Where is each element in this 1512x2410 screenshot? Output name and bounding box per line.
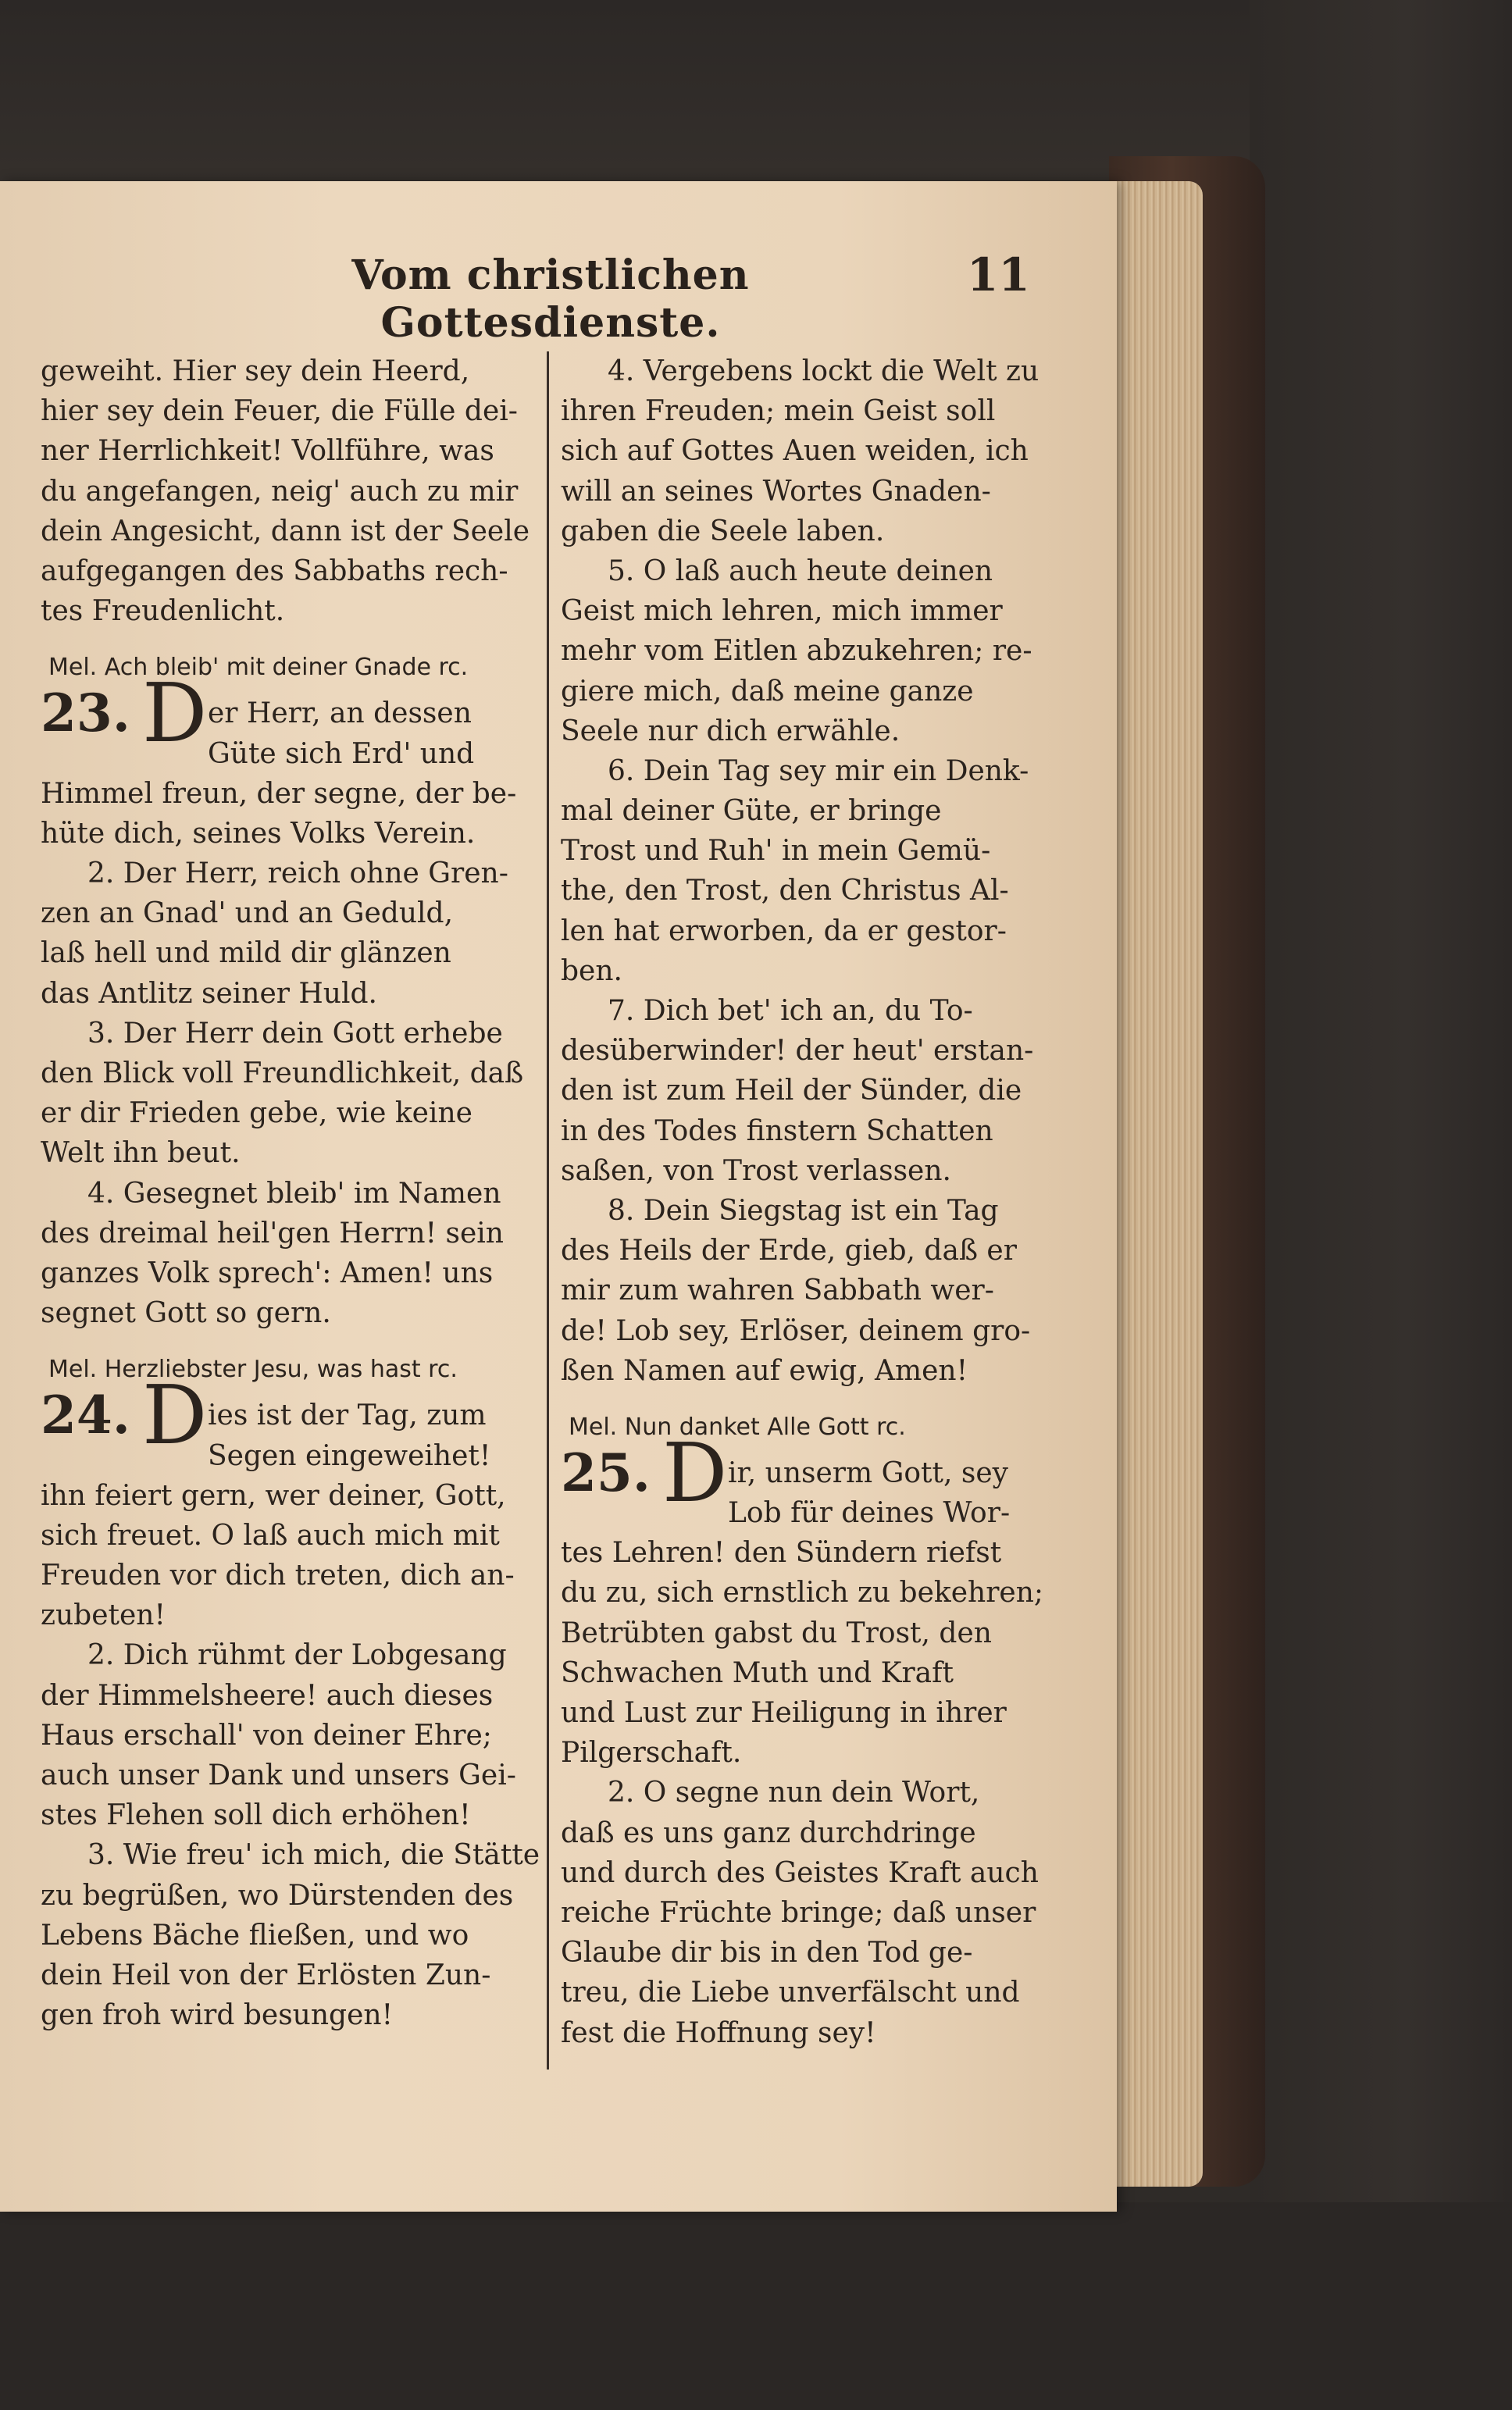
drop-cap: D (142, 1367, 208, 1463)
text-line: ihn feiert gern, wer deiner, Gott, (41, 1479, 506, 1512)
hymn-number: 23. (41, 683, 130, 744)
melody-line: Mel. Herzliebster Jesu, was hast rc. (48, 1356, 458, 1384)
text-line: reiche Früchte bringe; daß unser (561, 1896, 1036, 1929)
text-line: 3. Wie freu' ich mich, die Stätte (87, 1839, 540, 1872)
text-line: 2. O segne nun dein Wort, (608, 1777, 980, 1809)
text-line: hier sey dein Feuer, die Fülle dei- (41, 395, 518, 428)
hymn-number: 24. (41, 1385, 130, 1446)
text-line: Trost und Ruh' in mein Gemü- (561, 835, 991, 868)
text-line: und durch des Geistes Kraft auch (561, 1856, 1039, 1889)
page-number: 11 (967, 248, 1030, 301)
text-line: Seele nur dich erwähle. (561, 715, 900, 747)
text-line: tes Freudenlicht. (41, 595, 285, 628)
text-line: mehr vom Eitlen abzukehren; re- (561, 635, 1032, 668)
background-right (1250, 0, 1512, 2410)
left-column (41, 351, 540, 2035)
background-bottom (0, 2202, 1512, 2410)
hymn-number: 25. (561, 1442, 651, 1503)
text-line: aufgegangen des Sabbaths rech- (41, 554, 508, 587)
text-line: dein Angesicht, dann ist der Seele (41, 515, 530, 547)
text-line: Geist mich lehren, mich immer (561, 595, 1003, 628)
text-line: the, den Trost, den Christus Al- (561, 875, 1009, 907)
text-line: ner Herrlichkeit! Vollführe, was (41, 435, 494, 468)
text-line: len hat erworben, da er gestor- (561, 914, 1007, 947)
text-line: das Antlitz seiner Huld. (41, 977, 377, 1010)
text-line: 4. Vergebens lockt die Welt zu (608, 355, 1040, 387)
text-line: Güte sich Erd' und (208, 737, 475, 770)
text-line: saßen, von Trost verlassen. (561, 1154, 951, 1187)
text-line: Lob für deines Wor- (728, 1497, 1011, 1530)
text-line: den ist zum Heil der Sünder, die (561, 1075, 1022, 1107)
text-line: stes Flehen soll dich erhöhen! (41, 1799, 471, 1832)
text-line: 8. Dein Siegstag ist ein Tag (608, 1194, 999, 1227)
text-line: auch unser Dank und unsers Gei- (41, 1759, 516, 1791)
text-line: 2. Der Herr, reich ohne Gren- (87, 857, 508, 890)
text-line: Freuden vor dich treten, dich an- (41, 1560, 515, 1592)
text-line: 2. Dich rühmt der Lobgesang (87, 1639, 507, 1672)
text-line: Himmel freun, der segne, der be- (41, 777, 517, 810)
text-line: den Blick voll Freundlichkeit, daß (41, 1057, 524, 1089)
text-line: er Herr, an dessen (208, 697, 472, 730)
text-line: daß es uns ganz durchdringe (561, 1816, 976, 1849)
text-line: desüberwinder! der heut' erstan- (561, 1035, 1034, 1068)
text-line: 5. O laß auch heute deinen (608, 554, 993, 587)
text-line: er dir Frieden gebe, wie keine (41, 1097, 472, 1130)
text-line: Betrübten gabst du Trost, den (561, 1617, 992, 1649)
text-line: ßen Namen auf ewig, Amen! (561, 1354, 968, 1387)
text-line: in des Todes finstern Schatten (561, 1114, 993, 1147)
drop-cap: D (142, 665, 208, 761)
text-line: Welt ihn beut. (41, 1137, 241, 1170)
melody-line: Mel. Ach bleib' mit deiner Gnade rc. (48, 654, 469, 682)
text-line: sich freuet. O laß auch mich mit (41, 1519, 500, 1552)
text-line: Lebens Bäche fließen, und wo (41, 1919, 469, 1952)
text-line: ir, unserm Gott, sey (728, 1456, 1008, 1489)
text-line: ies ist der Tag, zum (208, 1399, 487, 1432)
drop-cap: D (662, 1424, 728, 1521)
text-line: ben. (561, 954, 622, 987)
text-line: und Lust zur Heiligung in ihrer (561, 1697, 1007, 1729)
text-line: segnet Gott so gern. (41, 1297, 331, 1330)
text-line: laß hell und mild dir glänzen (41, 937, 451, 970)
text-line: Segen eingeweihet! (208, 1439, 491, 1472)
text-line: zubeten! (41, 1599, 166, 1632)
text-line: sich auf Gottes Auen weiden, ich (561, 435, 1029, 468)
running-head: Vom christlichen Gottesdienste. (351, 251, 750, 347)
text-line: gaben die Seele laben. (561, 515, 885, 547)
text-line: Haus erschall' von deiner Ehre; (41, 1719, 492, 1752)
text-line: treu, die Liebe unverfälscht und (561, 1977, 1020, 2009)
text-line: giere mich, daß meine ganze (561, 675, 974, 708)
text-line: hüte dich, seines Volks Verein. (41, 817, 476, 850)
text-line: de! Lob sey, Erlöser, deinem gro- (561, 1314, 1031, 1347)
text-line: du angefangen, neig' auch zu mir (41, 475, 519, 508)
text-line: mir zum wahren Sabbath wer- (561, 1275, 994, 1307)
column-divider (547, 351, 549, 2070)
text-line: dein Heil von der Erlösten Zun- (41, 1959, 491, 1991)
text-line: der Himmelsheere! auch dieses (41, 1679, 494, 1712)
text-line: 7. Dich bet' ich an, du To- (608, 995, 973, 1027)
text-line: 6. Dein Tag sey mir ein Denk- (608, 754, 1029, 787)
melody-line: Mel. Nun danket Alle Gott rc. (569, 1413, 906, 1441)
text-line: 4. Gesegnet bleib' im Namen (87, 1177, 501, 1210)
text-line: des Heils der Erde, gieb, daß er (561, 1235, 1017, 1267)
text-line: 3. Der Herr dein Gott erhebe (87, 1017, 503, 1050)
text-line: mal deiner Güte, er bringe (561, 795, 942, 828)
text-line: tes Lehren! den Sündern riefst (561, 1537, 1002, 1570)
text-line: Pilgerschaft. (561, 1737, 742, 1770)
text-line: fest die Hoffnung sey! (561, 2016, 876, 2049)
text-line: geweiht. Hier sey dein Heerd, (41, 355, 470, 387)
text-line: gen froh wird besungen! (41, 1999, 394, 2032)
text-line: zen an Gnad' und an Geduld, (41, 897, 454, 930)
text-line: ihren Freuden; mein Geist soll (561, 395, 996, 428)
text-line: will an seines Wortes Gnaden- (561, 475, 991, 508)
text-line: des dreimal heil'gen Herrn! sein (41, 1217, 504, 1250)
text-line: ganzes Volk sprech': Amen! uns (41, 1257, 494, 1289)
text-line: du zu, sich ernstlich zu bekehren; (561, 1577, 1044, 1610)
text-line: Glaube dir bis in den Tod ge- (561, 1937, 973, 1970)
right-column (561, 351, 1048, 2053)
text-line: zu begrüßen, wo Dürstenden des (41, 1879, 514, 1912)
text-line: Schwachen Muth und Kraft (561, 1656, 954, 1689)
